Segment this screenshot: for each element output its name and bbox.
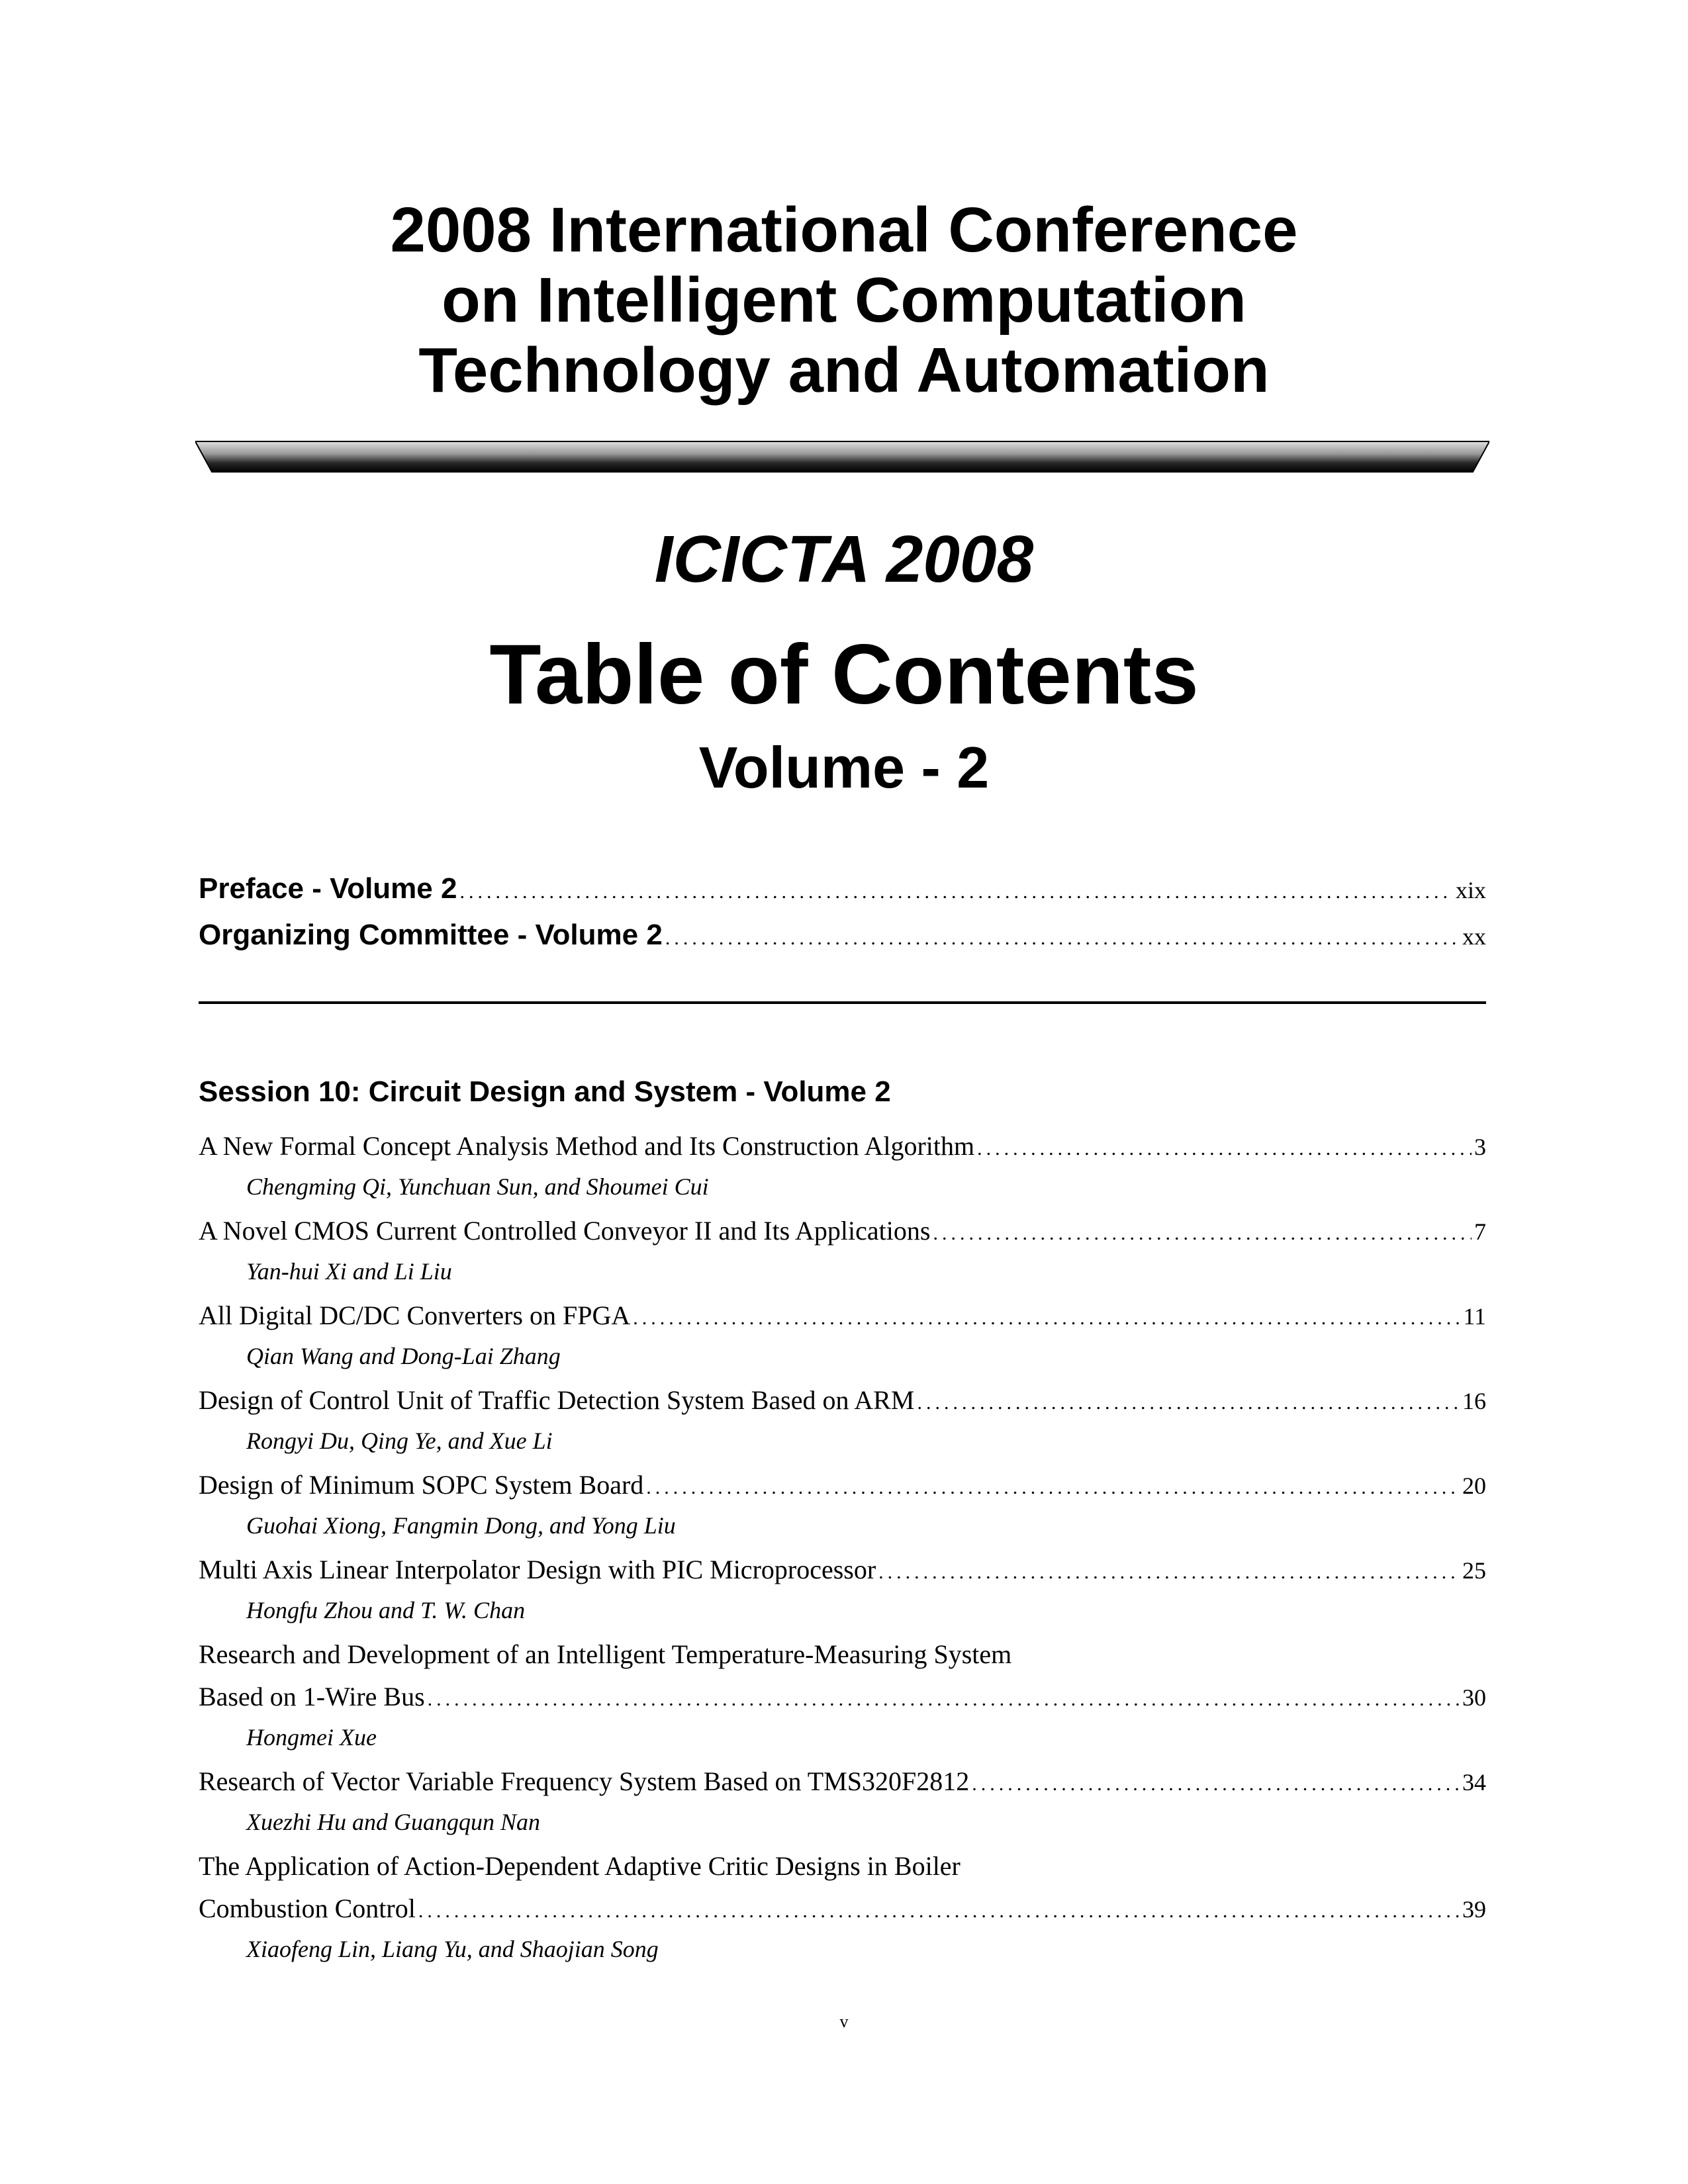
toc-entry-authors: Guohai Xiong, Fangmin Dong, and Yong Liu <box>246 1512 676 1539</box>
toc-entry-page: 7 <box>1474 1218 1486 1245</box>
toc-entry-page: 20 <box>1462 1473 1486 1499</box>
session-heading: Session 10: Circuit Design and System - Volume 2 <box>199 1075 891 1108</box>
toc-entry-authors: Hongfu Zhou and T. W. Chan <box>246 1597 526 1623</box>
toc-entry-preface[interactable] <box>199 872 1486 919</box>
toc-entry-authors: Xiaofeng Lin, Liang Yu, and Shaojian Song <box>246 1936 659 1962</box>
toc-entry[interactable] <box>199 1130 1486 1173</box>
dot-leader <box>665 927 1460 950</box>
toc-entry[interactable] <box>199 1554 1486 1596</box>
toc-entry-title: Combustion Control <box>199 1893 416 1923</box>
toc-entry-authors: Chengming Qi, Yunchuan Sun, and Shoumei Cui <box>246 1173 709 1200</box>
toc-entry-title: Design of Control Unit of Traffic Detection System Based on ARM <box>199 1385 915 1415</box>
conference-title <box>0 195 1688 406</box>
toc-entry[interactable] <box>199 1681 1486 1723</box>
toc-entry-title-line: Research and Development of an Intelligent Temperature-Measuring System <box>199 1639 1012 1669</box>
toc-entry-page: 30 <box>1462 1684 1486 1711</box>
toc-entry[interactable] <box>199 1385 1486 1427</box>
dot-leader <box>633 1307 1460 1330</box>
decorative-bar <box>195 440 1489 473</box>
toc-entry-organizing-committee[interactable] <box>199 919 1486 965</box>
toc-entry-page: xix <box>1455 877 1486 903</box>
toc-entry-title: Based on 1-Wire Bus <box>199 1682 425 1711</box>
dot-leader <box>977 1138 1472 1160</box>
page-number: v <box>839 2012 849 2031</box>
conference-title-line: 2008 International Conference <box>390 195 1298 265</box>
dot-leader <box>646 1477 1460 1499</box>
toc-entry-title-line: The Application of Action-Dependent Adaptive Critic Designs in Boiler <box>199 1851 961 1881</box>
toc-entry-title: Research of Vector Variable Frequency System Based on TMS320F2812 <box>199 1766 970 1796</box>
toc-entry-title: Preface - Volume 2 <box>199 872 457 905</box>
toc-entry[interactable] <box>199 1893 1486 1935</box>
dot-leader <box>878 1561 1460 1584</box>
toc-entry-page: 39 <box>1462 1896 1486 1923</box>
dot-leader <box>917 1392 1460 1414</box>
dot-leader <box>933 1222 1472 1245</box>
conference-acronym: ICICTA 2008 <box>654 522 1034 596</box>
dot-leader <box>428 1688 1460 1711</box>
front-matter-list <box>199 872 1486 965</box>
toc-entry-title: Organizing Committee - Volume 2 <box>199 919 663 951</box>
dot-leader <box>972 1773 1460 1796</box>
toc-entry-page: 34 <box>1462 1769 1486 1796</box>
toc-entry-authors: Xuezhi Hu and Guangqun Nan <box>246 1809 540 1835</box>
toc-entry[interactable] <box>199 1215 1486 1257</box>
toc-entry-title: A Novel CMOS Current Controlled Conveyor II and Its Applications <box>199 1216 931 1246</box>
dot-leader <box>418 1900 1460 1923</box>
toc-entry-authors: Rongyi Du, Qing Ye, and Xue Li <box>246 1428 553 1454</box>
toc-entry[interactable] <box>199 1300 1486 1342</box>
toc-entry-authors: Qian Wang and Dong-Lai Zhang <box>246 1343 561 1369</box>
toc-entry-authors: Hongmei Xue <box>246 1724 377 1751</box>
toc-entry[interactable] <box>199 1766 1486 1808</box>
dot-leader <box>459 881 1453 903</box>
conference-title-line: on Intelligent Computation <box>442 265 1246 336</box>
toc-entry-page: xx <box>1462 923 1486 950</box>
conference-title-line: Technology and Automation <box>418 335 1270 406</box>
toc-entry-authors: Yan-hui Xi and Li Liu <box>246 1258 452 1285</box>
toc-entry-page: 25 <box>1462 1557 1486 1584</box>
toc-entry-title: Multi Axis Linear Interpolator Design with PIC Microprocessor <box>199 1555 876 1584</box>
page-title: Table of Contents <box>489 627 1199 722</box>
toc-entry[interactable] <box>199 1469 1486 1512</box>
toc-entry-page: 11 <box>1463 1303 1486 1330</box>
toc-entry-title: A New Formal Concept Analysis Method and Its Construction Algorithm <box>199 1131 975 1161</box>
toc-entry-page: 3 <box>1474 1134 1486 1160</box>
volume-label: Volume - 2 <box>698 735 990 800</box>
toc-entry-page: 16 <box>1462 1388 1486 1414</box>
section-divider <box>199 1001 1486 1004</box>
paper-list <box>199 1130 1486 1978</box>
toc-entry-title: All Digital DC/DC Converters on FPGA <box>199 1300 631 1330</box>
toc-entry-title: Design of Minimum SOPC System Board <box>199 1470 644 1500</box>
